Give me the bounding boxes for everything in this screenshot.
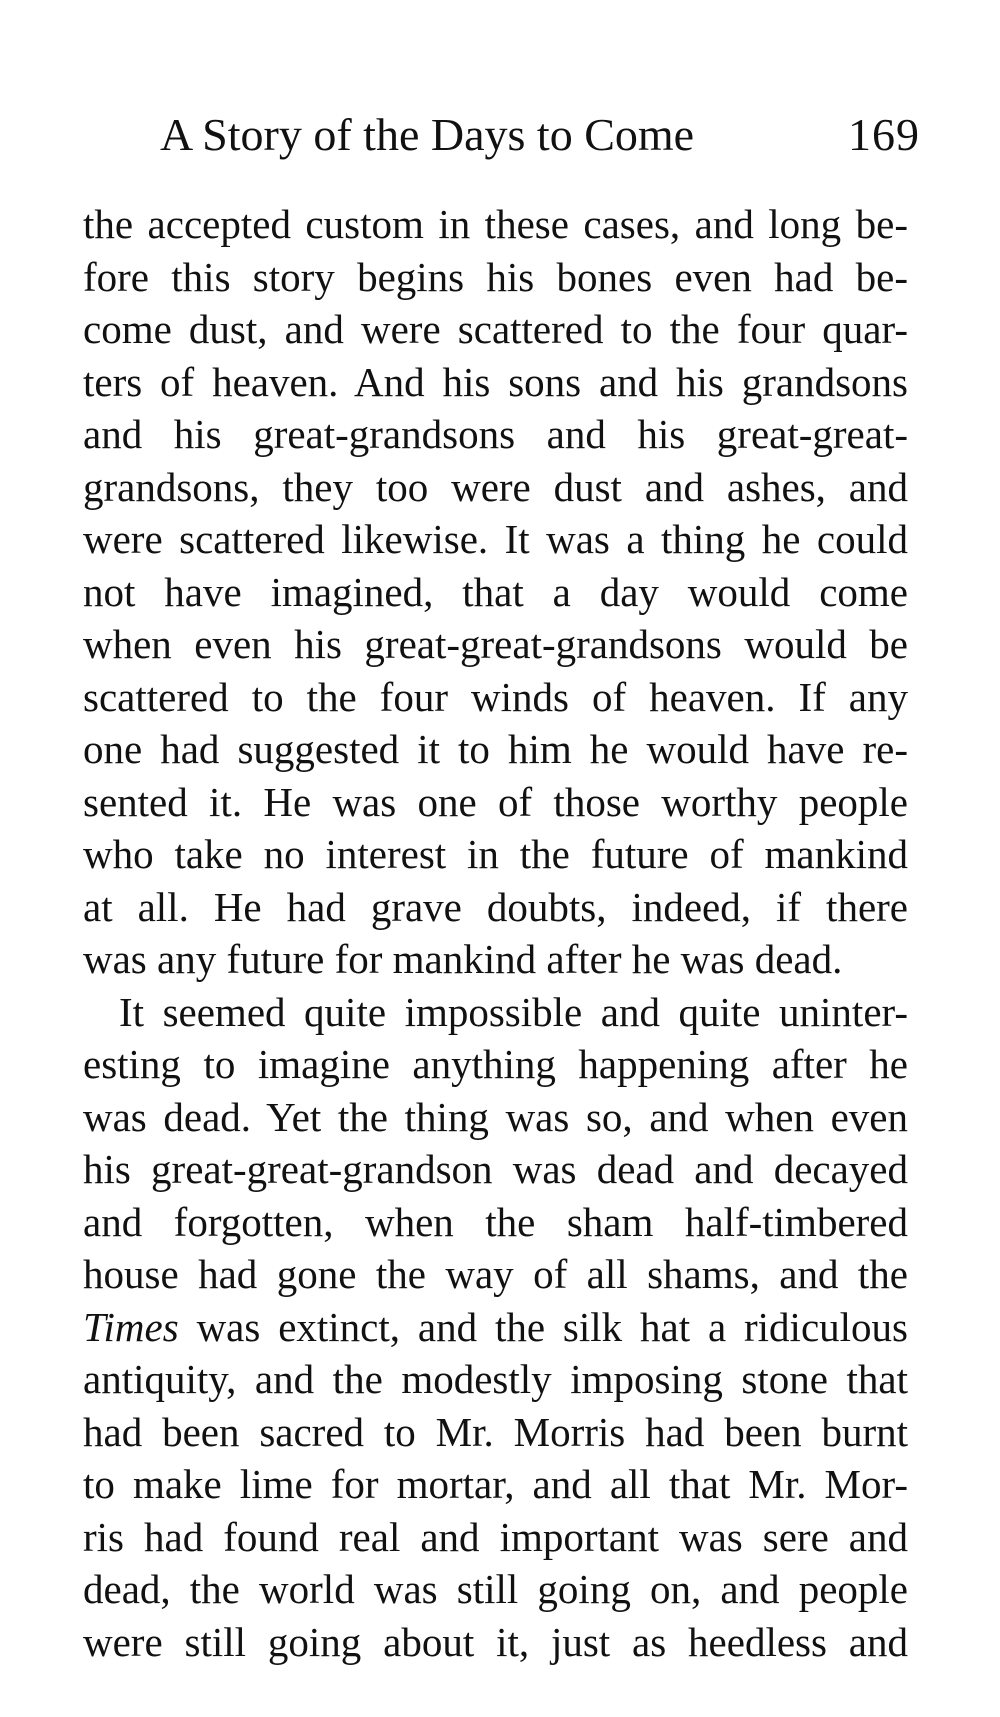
- text-line: fore this story begins his bones even had be-: [83, 253, 908, 300]
- text-line: was dead. Yet the thing was so, and when even: [83, 1093, 908, 1140]
- page-number: 169: [848, 109, 920, 160]
- italic-word: Times: [83, 1303, 179, 1350]
- text-line: his great-great-grandson was dead and decayed: [83, 1146, 908, 1192]
- text-line: when even his great-great-grandsons would be: [83, 621, 908, 667]
- text-line: ters of heaven. And his sons and his grandsons: [83, 358, 908, 405]
- paragraph-first-line: It seemed quite impossible and quite uninter-: [119, 988, 908, 1035]
- text-line: the accepted custom in these cases, and long be-: [83, 201, 908, 247]
- text-line: scattered to the four winds of heaven. If any: [83, 673, 908, 720]
- text-line: dead, the world was still going on, and people: [83, 1566, 908, 1612]
- text-line: and forgotten, when the sham half-timbered: [83, 1198, 908, 1245]
- text-line: to make lime for mortar, and all that Mr. Mor-: [83, 1461, 908, 1507]
- text-line: come dust, and were scattered to the four quar-: [83, 306, 908, 352]
- text-line: house had gone the way of all shams, and the: [83, 1251, 908, 1297]
- running-head-title: A Story of the Days to Come: [160, 109, 695, 160]
- text-line: sented it. He was one of those worthy people: [83, 778, 908, 825]
- text-line: esting to imagine anything happening after he: [83, 1041, 908, 1087]
- text-line: were scattered likewise. It was a thing he could: [83, 516, 908, 562]
- text-line: antiquity, and the modestly imposing stone that: [83, 1356, 908, 1402]
- text-line: ris had found real and important was sere and: [83, 1513, 908, 1560]
- text-line-rest: was extinct, and the silk hat a ridiculous: [178, 1303, 908, 1350]
- text-line: were still going about it, just as heedless and: [83, 1618, 908, 1665]
- running-head: [160, 100, 920, 170]
- body-text: [83, 198, 908, 1668]
- text-line: at all. He had grave doubts, indeed, if there: [83, 883, 908, 930]
- text-line: grandsons, they too were dust and ashes, and: [83, 463, 908, 510]
- text-line: had been sacred to Mr. Morris had been burnt: [83, 1408, 908, 1455]
- text-line: not have imagined, that a day would come: [83, 568, 908, 615]
- text-line: one had suggested it to him he would have re-: [83, 726, 908, 772]
- paragraph-last-line: was any future for mankind after he was dead.: [83, 936, 843, 982]
- text-line: and his great-grandsons and his great-great-: [83, 411, 908, 457]
- text-line: who take no interest in the future of mankind: [83, 831, 908, 877]
- text-line-with-italic: [83, 1301, 908, 1354]
